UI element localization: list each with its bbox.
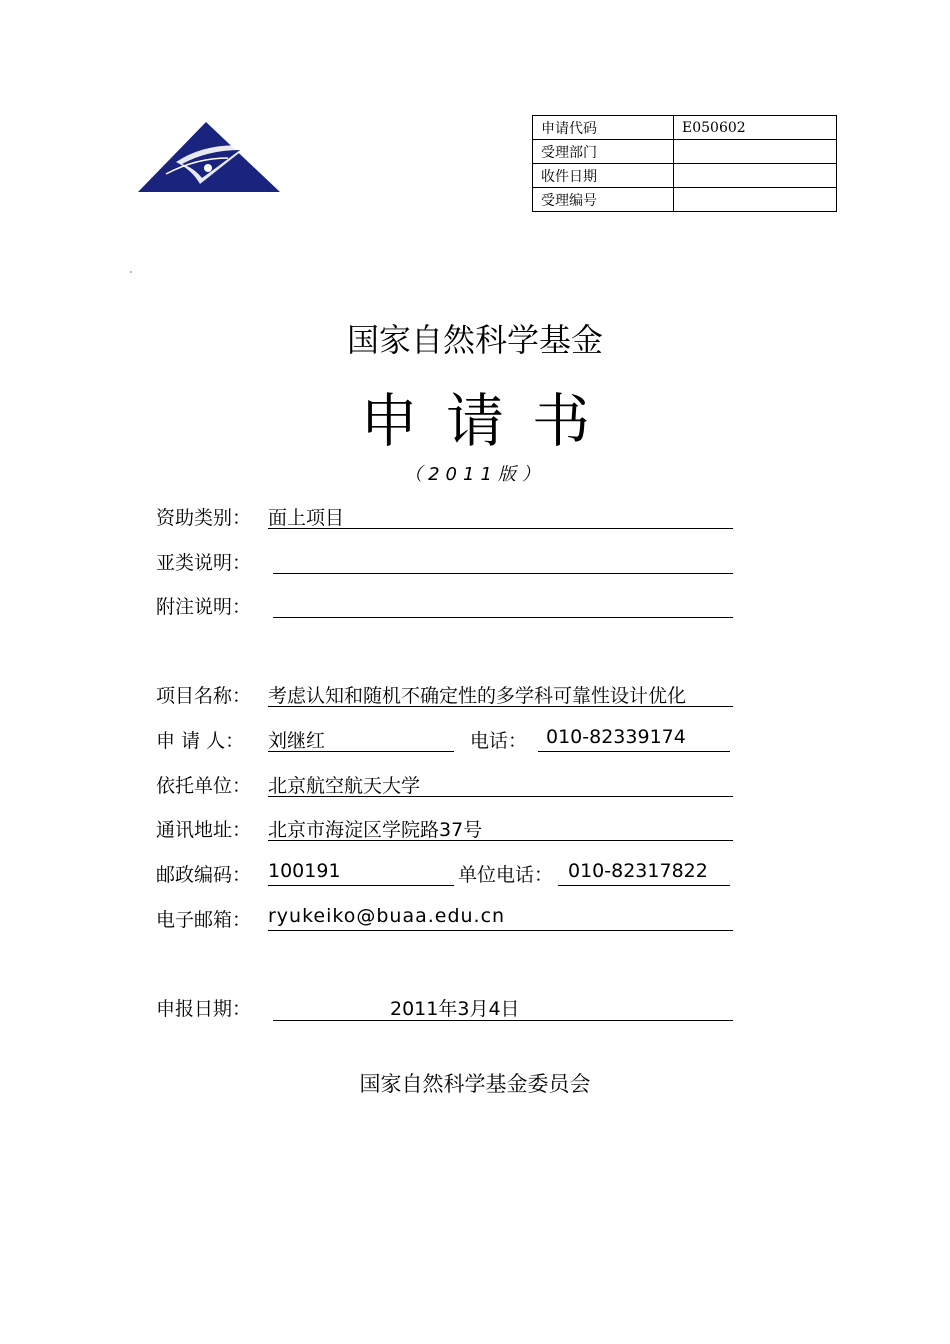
phone-value: 010-82339174 xyxy=(546,726,686,748)
phone-label: 电话： xyxy=(470,730,528,752)
category-value: 面上项目 xyxy=(268,507,345,529)
date-underline xyxy=(273,1020,733,1021)
address-value: 北京市海淀区学院路37号 xyxy=(268,819,483,841)
applicant-underline xyxy=(268,751,454,752)
date-value: 2011年3月4日 xyxy=(390,998,520,1020)
project-name-label: 项目名称： xyxy=(156,685,252,707)
table-cell-label: 受理部门 xyxy=(533,140,674,164)
table-row xyxy=(533,116,837,140)
footer-committee: 国家自然科学基金委员会 xyxy=(359,1072,591,1096)
speck xyxy=(130,271,132,273)
postcode-label: 邮政编码： xyxy=(156,864,252,886)
unit-phone-value: 010-82317822 xyxy=(568,860,708,882)
category-label: 资助类别： xyxy=(156,507,252,529)
table-cell-value xyxy=(674,140,837,164)
subcategory-underline xyxy=(273,573,733,574)
table-cell-label: 申请代码 xyxy=(533,116,674,140)
note-label: 附注说明： xyxy=(156,596,252,618)
subcategory-label: 亚类说明： xyxy=(156,552,252,574)
postcode-underline xyxy=(268,885,454,886)
table-cell-label: 收件日期 xyxy=(533,164,674,188)
category-underline xyxy=(268,528,733,529)
date-label: 申报日期： xyxy=(156,998,252,1020)
institution-label: 依托单位： xyxy=(156,775,252,797)
admin-info-table xyxy=(532,115,837,212)
email-label: 电子邮箱： xyxy=(156,909,252,931)
project-name-underline xyxy=(268,706,733,707)
table-cell-value: E050602 xyxy=(674,116,837,140)
note-underline xyxy=(273,617,733,618)
institution-value: 北京航空航天大学 xyxy=(268,775,421,797)
table-cell-label: 受理编号 xyxy=(533,188,674,212)
nsfc-logo xyxy=(136,118,282,196)
email-value: ryukeiko@buaa.edu.cn xyxy=(268,905,506,927)
unit-phone-label: 单位电话： xyxy=(458,864,554,886)
table-row xyxy=(533,188,837,212)
applicant-label: 申 请 人： xyxy=(156,730,245,752)
document-title: 申请书 xyxy=(359,387,618,455)
table-row xyxy=(533,140,837,164)
address-underline xyxy=(268,840,733,841)
address-label: 通讯地址： xyxy=(156,819,252,841)
email-underline xyxy=(268,930,733,931)
table-cell-value xyxy=(674,188,837,212)
table-row xyxy=(533,164,837,188)
table-cell-value xyxy=(674,164,837,188)
postcode-value: 100191 xyxy=(268,860,341,882)
applicant-value: 刘继红 xyxy=(268,730,326,752)
edition-label: （2011版） xyxy=(404,464,546,485)
institution-underline xyxy=(268,796,733,797)
phone-underline xyxy=(538,751,730,752)
unit-phone-underline xyxy=(558,885,730,886)
project-name-value: 考虑认知和随机不确定性的多学科可靠性设计优化 xyxy=(268,685,687,707)
foundation-title: 国家自然科学基金 xyxy=(346,321,603,359)
